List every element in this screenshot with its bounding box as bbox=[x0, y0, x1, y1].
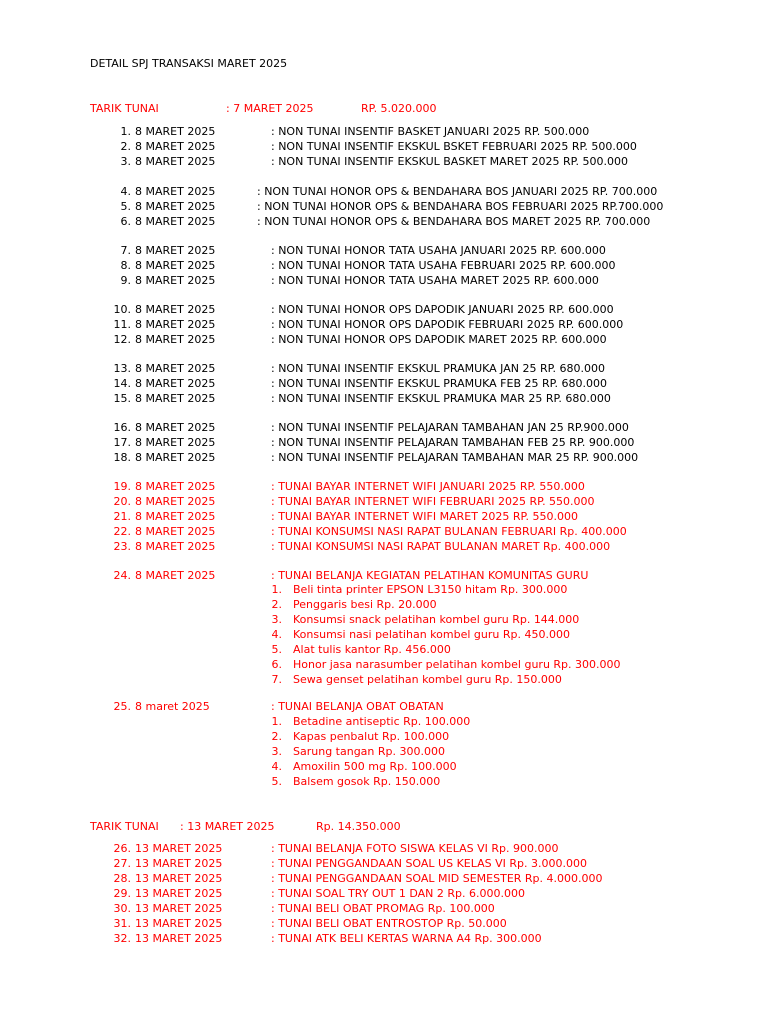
item-number: 26. bbox=[113, 842, 131, 855]
item-date: 8 MARET 2025 bbox=[135, 125, 216, 138]
subitem-text: Honor jasa narasumber pelatihan kombel guru Rp. 300.000 bbox=[293, 658, 621, 671]
item-detail: : NON TUNAI HONOR OPS DAPODIK FEBRUARI 2025 RP. 600.000 bbox=[271, 318, 624, 331]
item-number: 14. bbox=[113, 377, 131, 390]
item-number: 23. bbox=[113, 540, 131, 553]
item-date: 8 MARET 2025 bbox=[135, 362, 216, 375]
item-date: 13 MARET 2025 bbox=[135, 932, 223, 945]
subitem-text: Penggaris besi Rp. 20.000 bbox=[293, 598, 437, 611]
item-date: 8 MARET 2025 bbox=[135, 244, 216, 257]
subitem-text: Amoxilin 500 mg Rp. 100.000 bbox=[293, 760, 457, 773]
item-number: 17. bbox=[113, 436, 131, 449]
item-number: 4. bbox=[120, 185, 131, 198]
subitem-number: 3. bbox=[271, 613, 282, 626]
item-date: 13 MARET 2025 bbox=[135, 842, 223, 855]
subitem-number: 6. bbox=[271, 658, 282, 671]
item-detail: : NON TUNAI HONOR OPS DAPODIK MARET 2025 RP. 600.000 bbox=[271, 333, 607, 346]
item-date: 8 MARET 2025 bbox=[135, 525, 216, 538]
subitem-number: 7. bbox=[271, 673, 282, 686]
section1-date: : 7 MARET 2025 bbox=[226, 102, 314, 115]
item-date: 8 MARET 2025 bbox=[135, 155, 216, 168]
item-detail: : NON TUNAI HONOR TATA USAHA JANUARI 2025 RP. 600.000 bbox=[271, 244, 606, 257]
item-number: 15. bbox=[113, 392, 131, 405]
item-date: 8 MARET 2025 bbox=[135, 259, 216, 272]
item-date: 8 MARET 2025 bbox=[135, 451, 216, 464]
subitem-number: 5. bbox=[271, 643, 282, 656]
item-number: 30. bbox=[113, 902, 131, 915]
item-date: 8 MARET 2025 bbox=[135, 421, 216, 434]
item-detail: : NON TUNAI INSENTIF PELAJARAN TAMBAHAN JAN 25 RP.900.000 bbox=[271, 421, 629, 434]
item-detail: : TUNAI BELI OBAT PROMAG Rp. 100.000 bbox=[271, 902, 495, 915]
item25-detail: : TUNAI BELANJA OBAT OBATAN bbox=[271, 700, 444, 713]
item-detail: : TUNAI PENGGANDAAN SOAL MID SEMESTER Rp. 4.000.000 bbox=[271, 872, 603, 885]
item-date: 8 MARET 2025 bbox=[135, 274, 216, 287]
item-detail: : NON TUNAI INSENTIF EKSKUL PRAMUKA JAN 25 RP. 680.000 bbox=[271, 362, 606, 375]
item-date: 8 MARET 2025 bbox=[135, 510, 216, 523]
item-number: 8. bbox=[120, 259, 131, 272]
subitem-number: 2. bbox=[271, 598, 282, 611]
item-date: 13 MARET 2025 bbox=[135, 902, 223, 915]
item-detail: : NON TUNAI HONOR OPS & BENDAHARA BOS MARET 2025 RP. 700.000 bbox=[257, 215, 651, 228]
item-detail: : TUNAI BELI OBAT ENTROSTOP Rp. 50.000 bbox=[271, 917, 507, 930]
section2-amount: Rp. 14.350.000 bbox=[316, 820, 401, 833]
section2-date: : 13 MARET 2025 bbox=[180, 820, 275, 833]
item-number: 12. bbox=[113, 333, 131, 346]
item-detail: : TUNAI BAYAR INTERNET WIFI MARET 2025 RP. 550.000 bbox=[271, 510, 578, 523]
subitem-number: 1. bbox=[271, 583, 282, 596]
item-date: 8 MARET 2025 bbox=[135, 185, 216, 198]
item-detail: : NON TUNAI INSENTIF EKSKUL BSKET FEBRUARI 2025 RP. 500.000 bbox=[271, 140, 637, 153]
item-date: 8 MARET 2025 bbox=[135, 436, 216, 449]
item-number: 7. bbox=[120, 244, 131, 257]
section1-label: TARIK TUNAI bbox=[90, 102, 159, 115]
item-number: 3. bbox=[120, 155, 131, 168]
item-date: 13 MARET 2025 bbox=[135, 887, 223, 900]
item-date: 13 MARET 2025 bbox=[135, 872, 223, 885]
item-detail: : NON TUNAI INSENTIF BASKET JANUARI 2025 RP. 500.000 bbox=[271, 125, 590, 138]
item-number: 28. bbox=[113, 872, 131, 885]
subitem-number: 5. bbox=[271, 775, 282, 788]
item-date: 8 MARET 2025 bbox=[135, 303, 216, 316]
subitem-text: Sarung tangan Rp. 300.000 bbox=[293, 745, 445, 758]
item-detail: : NON TUNAI INSENTIF EKSKUL BASKET MARET 2025 RP. 500.000 bbox=[271, 155, 629, 168]
subitem-number: 1. bbox=[271, 715, 282, 728]
item-number: 32. bbox=[113, 932, 131, 945]
item-number: 1. bbox=[120, 125, 131, 138]
item-detail: : TUNAI BELANJA KEGIATAN PELATIHAN KOMUNITAS GURU bbox=[271, 569, 589, 582]
item-number: 29. bbox=[113, 887, 131, 900]
item-detail: : TUNAI BAYAR INTERNET WIFI JANUARI 2025 RP. 550.000 bbox=[271, 480, 585, 493]
item-detail: : TUNAI BELANJA FOTO SISWA KELAS VI Rp. 900.000 bbox=[271, 842, 559, 855]
item-detail: : TUNAI BAYAR INTERNET WIFI FEBRUARI 2025 RP. 550.000 bbox=[271, 495, 595, 508]
item-number: 6. bbox=[120, 215, 131, 228]
subitem-text: Sewa genset pelatihan kombel guru Rp. 150.000 bbox=[293, 673, 562, 686]
item-number: 24. bbox=[113, 569, 131, 582]
item-number: 22. bbox=[113, 525, 131, 538]
item-date: 8 MARET 2025 bbox=[135, 318, 216, 331]
item-detail: : TUNAI ATK BELI KERTAS WARNA A4 Rp. 300.000 bbox=[271, 932, 542, 945]
section2-label: TARIK TUNAI bbox=[90, 820, 159, 833]
item-number: 13. bbox=[113, 362, 131, 375]
item-detail: : TUNAI SOAL TRY OUT 1 DAN 2 Rp. 6.000.000 bbox=[271, 887, 525, 900]
item-number: 31. bbox=[113, 917, 131, 930]
subitem-text: Betadine antiseptic Rp. 100.000 bbox=[293, 715, 471, 728]
item-number: 2. bbox=[120, 140, 131, 153]
item-number: 11. bbox=[113, 318, 131, 331]
item-number: 18. bbox=[113, 451, 131, 464]
item-date: 8 MARET 2025 bbox=[135, 569, 216, 582]
item-number: 20. bbox=[113, 495, 131, 508]
item-date: 8 MARET 2025 bbox=[135, 392, 216, 405]
item-date: 8 MARET 2025 bbox=[135, 333, 216, 346]
item-date: 8 MARET 2025 bbox=[135, 540, 216, 553]
item-number: 5. bbox=[120, 200, 131, 213]
item-date: 8 MARET 2025 bbox=[135, 200, 216, 213]
item25-number: 25. bbox=[113, 700, 131, 713]
subitem-text: Konsumsi nasi pelatihan kombel guru Rp. 450.000 bbox=[293, 628, 570, 641]
subitem-text: Alat tulis kantor Rp. 456.000 bbox=[293, 643, 451, 656]
item-detail: : TUNAI KONSUMSI NASI RAPAT BULANAN MARET Rp. 400.000 bbox=[271, 540, 611, 553]
item-detail: : NON TUNAI HONOR OPS DAPODIK JANUARI 2025 RP. 600.000 bbox=[271, 303, 614, 316]
item-detail: : NON TUNAI INSENTIF EKSKUL PRAMUKA FEB 25 RP. 680.000 bbox=[271, 377, 608, 390]
item-date: 8 MARET 2025 bbox=[135, 140, 216, 153]
item-number: 27. bbox=[113, 857, 131, 870]
item-detail: : NON TUNAI HONOR OPS & BENDAHARA BOS FEBRUARI 2025 RP.700.000 bbox=[257, 200, 664, 213]
item-detail: : TUNAI PENGGANDAAN SOAL US KELAS VI Rp. 3.000.000 bbox=[271, 857, 587, 870]
subitem-number: 4. bbox=[271, 628, 282, 641]
subitem-text: Beli tinta printer EPSON L3150 hitam Rp. 300.000 bbox=[293, 583, 568, 596]
subitem-number: 4. bbox=[271, 760, 282, 773]
item-date: 8 MARET 2025 bbox=[135, 480, 216, 493]
document-title: DETAIL SPJ TRANSAKSI MARET 2025 bbox=[90, 57, 288, 70]
item-number: 9. bbox=[120, 274, 131, 287]
subitem-text: Balsem gosok Rp. 150.000 bbox=[293, 775, 441, 788]
item-detail: : NON TUNAI HONOR OPS & BENDAHARA BOS JANUARI 2025 RP. 700.000 bbox=[257, 185, 658, 198]
item-number: 21. bbox=[113, 510, 131, 523]
item-date: 8 MARET 2025 bbox=[135, 377, 216, 390]
item-detail: : NON TUNAI INSENTIF EKSKUL PRAMUKA MAR 25 RP. 680.000 bbox=[271, 392, 611, 405]
item-detail: : NON TUNAI HONOR TATA USAHA MARET 2025 RP. 600.000 bbox=[271, 274, 599, 287]
item-date: 8 MARET 2025 bbox=[135, 495, 216, 508]
subitem-number: 2. bbox=[271, 730, 282, 743]
item-detail: : TUNAI KONSUMSI NASI RAPAT BULANAN FEBRUARI Rp. 400.000 bbox=[271, 525, 627, 538]
section1-amount: RP. 5.020.000 bbox=[361, 102, 437, 115]
item-detail: : NON TUNAI INSENTIF PELAJARAN TAMBAHAN MAR 25 RP. 900.000 bbox=[271, 451, 639, 464]
item-date: 13 MARET 2025 bbox=[135, 857, 223, 870]
item-number: 19. bbox=[113, 480, 131, 493]
item-number: 16. bbox=[113, 421, 131, 434]
item-detail: : NON TUNAI HONOR TATA USAHA FEBRUARI 2025 RP. 600.000 bbox=[271, 259, 616, 272]
item-detail: : NON TUNAI INSENTIF PELAJARAN TAMBAHAN FEB 25 RP. 900.000 bbox=[271, 436, 635, 449]
subitem-text: Konsumsi snack pelatihan kombel guru Rp. 144.000 bbox=[293, 613, 580, 626]
item-date: 13 MARET 2025 bbox=[135, 917, 223, 930]
item-number: 10. bbox=[113, 303, 131, 316]
subitem-number: 3. bbox=[271, 745, 282, 758]
subitem-text: Kapas penbalut Rp. 100.000 bbox=[293, 730, 450, 743]
item-date: 8 MARET 2025 bbox=[135, 215, 216, 228]
item25-date: 8 maret 2025 bbox=[135, 700, 210, 713]
